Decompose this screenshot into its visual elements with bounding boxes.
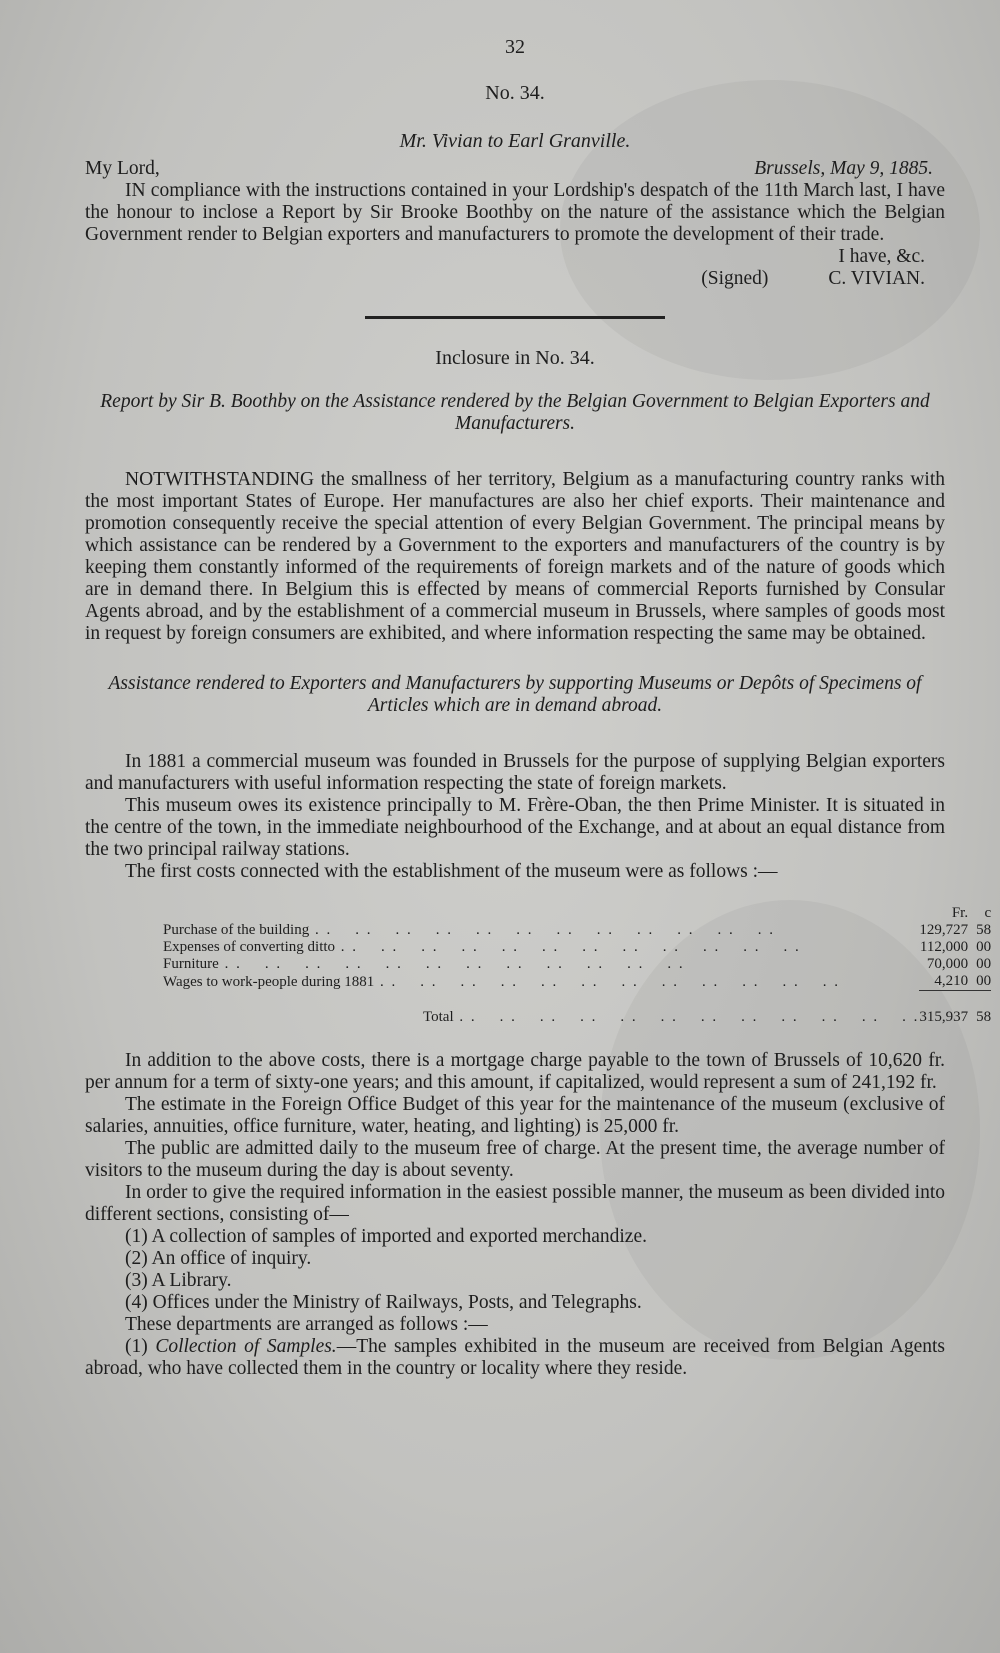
total-centimes: 58 — [976, 1009, 992, 1025]
correspondence-heading: Mr. Vivian to Earl Granville. — [399, 130, 631, 152]
row-francs: 112,000 — [919, 939, 969, 955]
paragraph-museum-owes: This museum owes its existence principally to M. Frère-Oban, the then Prime Minister. It is situated in the centre of the town, in the immediate neighbourhood of the Exchange, and at about an equal distance from the two principal railway stations. — [85, 795, 945, 860]
signature-line — [85, 268, 925, 290]
paragraph-first-costs: The first costs connected with the establishment of the museum were as follows :— — [125, 861, 778, 882]
costs-table — [163, 905, 991, 1026]
row-centimes: 58 — [976, 922, 992, 938]
report-title: Report by Sir B. Boothby on the Assistance rendered by the Belgian Government to Belgian Exporters and Manufacturers. — [100, 391, 930, 434]
table-row — [163, 956, 991, 973]
paragraph-public: The public are admitted daily to the museum free of charge. At the present time, the average number of visitors to the museum during the day is about seventy. — [85, 1138, 945, 1181]
header-centimes: c — [984, 905, 992, 921]
paragraph-1881: In 1881 a commercial museum was founded in Brussels for the purpose of supplying Belgian exporters and manufacturers with useful information respecting the state of foreign markets. — [85, 751, 945, 794]
intro-paragraph: NOTWITHSTANDING the smallness of her territory, Belgium as a manufacturing country ranks with the most important States of Europe. Her manufactures are also her chief exports. Their maintenance and promotion consequently receive the special attention of every Belgian Government. The principal means by which assistance can be rendered by a Government to the exporters and manufacturers of the country is by keeping them constantly informed of the requirements of foreign markets and of the nature of goods which are in demand there. In Belgium this is effected by means of commercial Reports furnished by Consular Agents abroad, and by the establishment of a commercial museum in Brussels, where samples of goods most in request by foreign consumers are exhibited, and where information respecting the same may be obtained. — [85, 469, 945, 644]
page-content — [85, 30, 992, 1380]
section-title: Assistance rendered to Exporters and Manufacturers by supporting Museums or Depôts of Specimens of Articles which are in demand abroad. — [108, 673, 922, 716]
salutation: My Lord, — [85, 158, 160, 179]
sections-list — [85, 1226, 945, 1314]
row-francs: 129,727 — [919, 922, 969, 938]
list-item: (4) Offices under the Ministry of Railways, Posts, and Telegraphs. — [125, 1292, 642, 1313]
list-item: (2) An office of inquiry. — [125, 1248, 312, 1269]
salutation-line — [85, 158, 945, 180]
row-label: Wages to work-people during 1881 . . — [163, 973, 919, 991]
total-row — [163, 991, 991, 1027]
divider-rule — [365, 316, 665, 319]
paragraph-sections: In order to give the required information in the easiest possible manner, the museum as been divided into different sections, consisting of— — [85, 1182, 945, 1225]
row-centimes: 00 — [968, 973, 991, 991]
collection-text: —The samples exhibited in the museum are received from Belgian Agents abroad, who have collected them in the country or locality where they reside. — [85, 1336, 946, 1379]
list-item: (1) A collection of samples of imported and exported merchandize. — [125, 1226, 647, 1247]
closing: I have, &c. — [838, 246, 925, 267]
collection-label: Collection of Samples. — [155, 1336, 337, 1357]
dateline: Brussels, May 9, 1885. — [754, 158, 933, 179]
signed-label: (Signed) — [701, 268, 769, 289]
row-label: Purchase of the building . . — [163, 922, 919, 939]
row-francs: 4,210 — [919, 973, 968, 991]
table-row — [163, 973, 991, 991]
costs-table-header — [163, 905, 991, 922]
total-francs: 315,937 — [919, 1009, 969, 1025]
inclosure-heading: Inclosure in No. 34. — [435, 347, 595, 369]
row-label: Expenses of converting ditto . . — [163, 939, 919, 956]
paragraph-estimate: The estimate in the Foreign Office Budget of this year for the maintenance of the museum (exclusive of salaries, annuities, office furniture, water, heating, and lighting) is 25,000 fr. — [85, 1094, 945, 1137]
total-label: Total . . — [163, 991, 919, 1027]
row-label: Furniture . . — [163, 956, 919, 973]
paragraph-collection — [85, 1336, 945, 1380]
list-item: (3) A Library. — [125, 1270, 232, 1291]
header-francs: Fr. — [951, 905, 969, 921]
page-number: 32 — [505, 36, 525, 58]
collection-prefix: (1) — [125, 1336, 148, 1357]
document-number: No. 34. — [485, 82, 545, 104]
paragraph-mortgage: In addition to the above costs, there is a mortgage charge payable to the town of Brussels of 10,620 fr. per annum for a term of sixty-one years; and this amount, if capitalized, would represent a sum of 241,192 fr. — [85, 1050, 945, 1093]
table-row — [163, 922, 991, 939]
table-row — [163, 939, 991, 956]
row-francs: 70,000 — [926, 956, 969, 972]
row-centimes: 00 — [976, 956, 992, 972]
paragraph-arranged: These departments are arranged as follows :— — [125, 1314, 488, 1335]
letter-body: IN compliance with the instructions contained in your Lordship's despatch of the 11th March last, I have the honour to inclose a Report by Sir Brooke Boothby on the nature of the assistance which the Belgian Government render to Belgian exporters and manufacturers to promote the development of their trade. — [85, 180, 945, 245]
signatory: C. VIVIAN. — [828, 268, 925, 289]
row-centimes: 00 — [976, 939, 992, 955]
